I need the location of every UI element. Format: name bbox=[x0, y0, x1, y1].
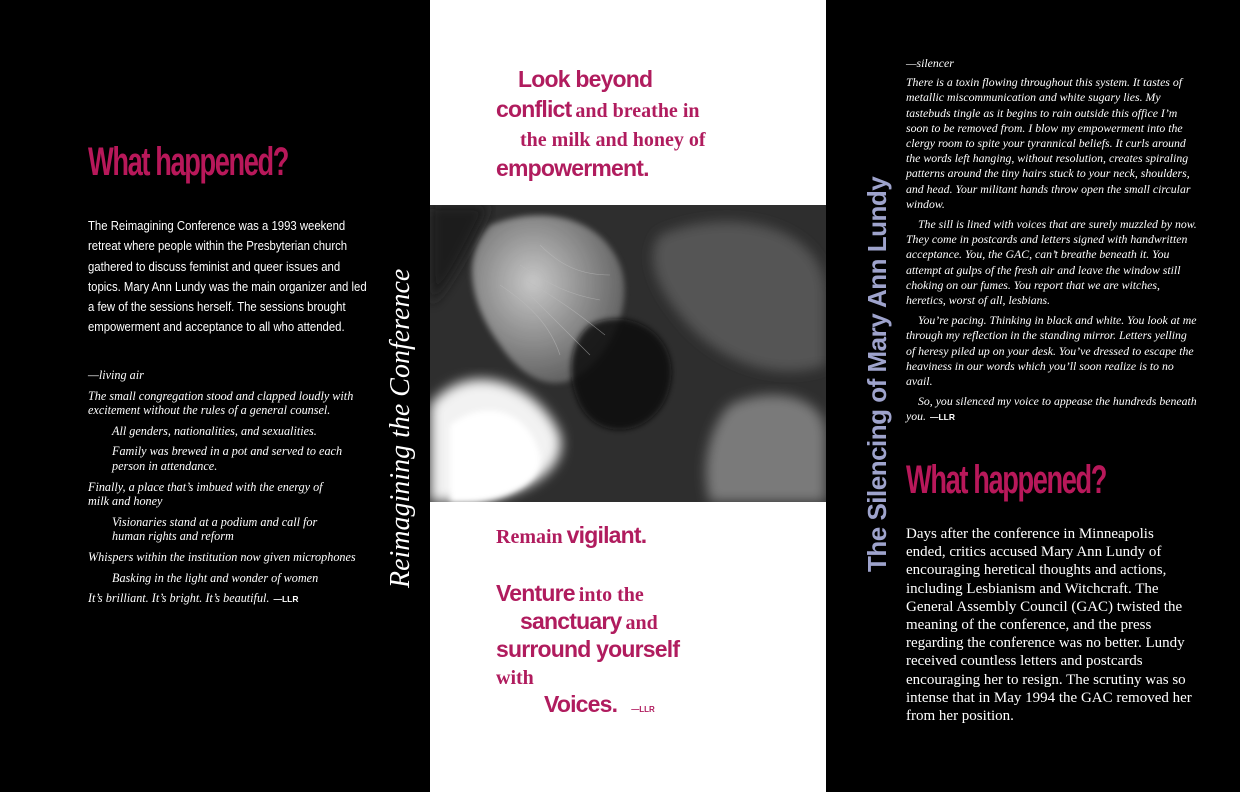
left-panel bbox=[0, 0, 430, 792]
poem-paragraph: You’re pacing. Thinking in black and white. You look at me through my reflection in the standing mirror. Letters yelling of heresy piled up on your desk. You’ve dressed to escape the heaviness in our words which you’ll soon realize is to no avail. bbox=[906, 313, 1197, 389]
right-panel bbox=[826, 0, 1240, 792]
poem-line: All genders, nationalities, and sexualities. bbox=[112, 423, 317, 438]
quote-text: into the bbox=[578, 584, 644, 606]
signature: —LLR bbox=[273, 594, 299, 605]
ink-wash-artwork bbox=[430, 205, 826, 502]
silencer-poem bbox=[906, 56, 1198, 426]
quote-line bbox=[496, 155, 649, 182]
poem-title: —silencer bbox=[906, 56, 954, 70]
quote-line bbox=[496, 667, 534, 690]
quote-text: Look beyond bbox=[518, 66, 653, 92]
ink-wash-image bbox=[430, 205, 826, 502]
poem-paragraph-final bbox=[906, 394, 1198, 425]
quote-text: and breathe in bbox=[575, 100, 700, 122]
poem-paragraph: There is a toxin flowing throughout this system. It tastes of metallic miscommunication and white sugary lies. My tastebuds tingle as it begins to rain outside this office I’m soon to be removed from. I blow my empowerment into the clergy room to spite your tyrannical beliefs. It curls around the words left hanging, without resolution, creates spiraling patterns around the tiny hairs stuck to your neck, shoulders, and head. Your militant hands throw open the small circular window. bbox=[906, 75, 1191, 211]
right-heading: What happened? bbox=[906, 458, 1107, 502]
poem-line: It’s brilliant. It’s bright. It’s beautiful. bbox=[88, 591, 270, 606]
quote-text: empowerment. bbox=[496, 155, 649, 181]
quote-line bbox=[496, 96, 700, 123]
quote-line bbox=[496, 636, 679, 663]
poem-title: —living air bbox=[88, 368, 144, 382]
quote-text: the milk and honey of bbox=[520, 129, 706, 151]
quote-text: Voices. bbox=[544, 691, 618, 717]
poem-line: The small congregation stood and clapped loudly with excitement without the rules of a general counsel. bbox=[88, 388, 354, 418]
quote-line bbox=[544, 691, 655, 718]
living-air-poem bbox=[88, 368, 373, 607]
quote-line bbox=[496, 580, 644, 607]
quote-text: Remain bbox=[496, 526, 563, 548]
poem-line: Whispers within the institution now given microphones bbox=[88, 549, 356, 564]
poem-line-final bbox=[88, 591, 373, 607]
poem-line: Visionaries stand at a podium and call for human rights and reform bbox=[112, 514, 318, 544]
quote-line bbox=[518, 66, 652, 93]
quote-text: vigilant. bbox=[566, 522, 647, 548]
quote-text: surround yourself bbox=[496, 636, 680, 662]
quote-line bbox=[520, 608, 658, 635]
poem-paragraph: So, you silenced my voice to appease the hundreds beneath you. bbox=[906, 394, 1197, 424]
quote-text: with bbox=[496, 667, 534, 689]
quote-text: Venture bbox=[496, 580, 575, 606]
signature: —LLR bbox=[929, 412, 956, 423]
left-heading: What happened? bbox=[88, 140, 289, 184]
vertical-title-silencing: The Silencing of Mary Ann Lundy bbox=[862, 176, 892, 572]
quote-text: and bbox=[625, 612, 658, 634]
quote-text: conflict bbox=[496, 96, 572, 122]
quote-line bbox=[496, 522, 646, 549]
poem-line: Finally, a place that’s imbued with the energy of milk and honey bbox=[88, 479, 323, 509]
right-body-text: Days after the conference in Minneapolis ended, critics accused Mary Ann Lundy of encouraging heretical thoughts and actions, including Lesbianism and Witchcraft. The General Assembly Council (GAC) twisted the meaning of the conference, and the press regarding the conference was no better. Lundy received countless letters and postcards encouraging her to resign. The scrutiny was so intense that in May 1994 the GAC removed her from her position. bbox=[906, 526, 1192, 725]
poem-paragraph: The sill is lined with voices that are surely muzzled by now. They come in postcards and letters signed with handwritten acceptance. You, the GAC, can’t breathe beneath it. You attempt at gulps of the fresh air and leave the window still choking on our fumes. You report that we are witches, heretics, worst of all, lesbians. bbox=[906, 217, 1197, 308]
left-body-text: The Reimagining Conference was a 1993 weekend retreat where people within the Presbyterian church gathered to discuss feminist and queer issues and topics. Mary Ann Lundy was the main organizer and led a few of the sessions herself. The sessions brought empowerment and acceptance to all who attended. bbox=[88, 218, 367, 335]
poem-line: Family was brewed in a pot and served to each person in attendance. bbox=[112, 444, 343, 473]
quote-line bbox=[520, 129, 706, 152]
signature: —LLR bbox=[631, 705, 655, 714]
vertical-title-reimagining: Reimagining the Conference bbox=[385, 268, 416, 588]
quote-text: sanctuary bbox=[520, 608, 622, 634]
poem-line: Basking in the light and wonder of women bbox=[112, 570, 319, 585]
